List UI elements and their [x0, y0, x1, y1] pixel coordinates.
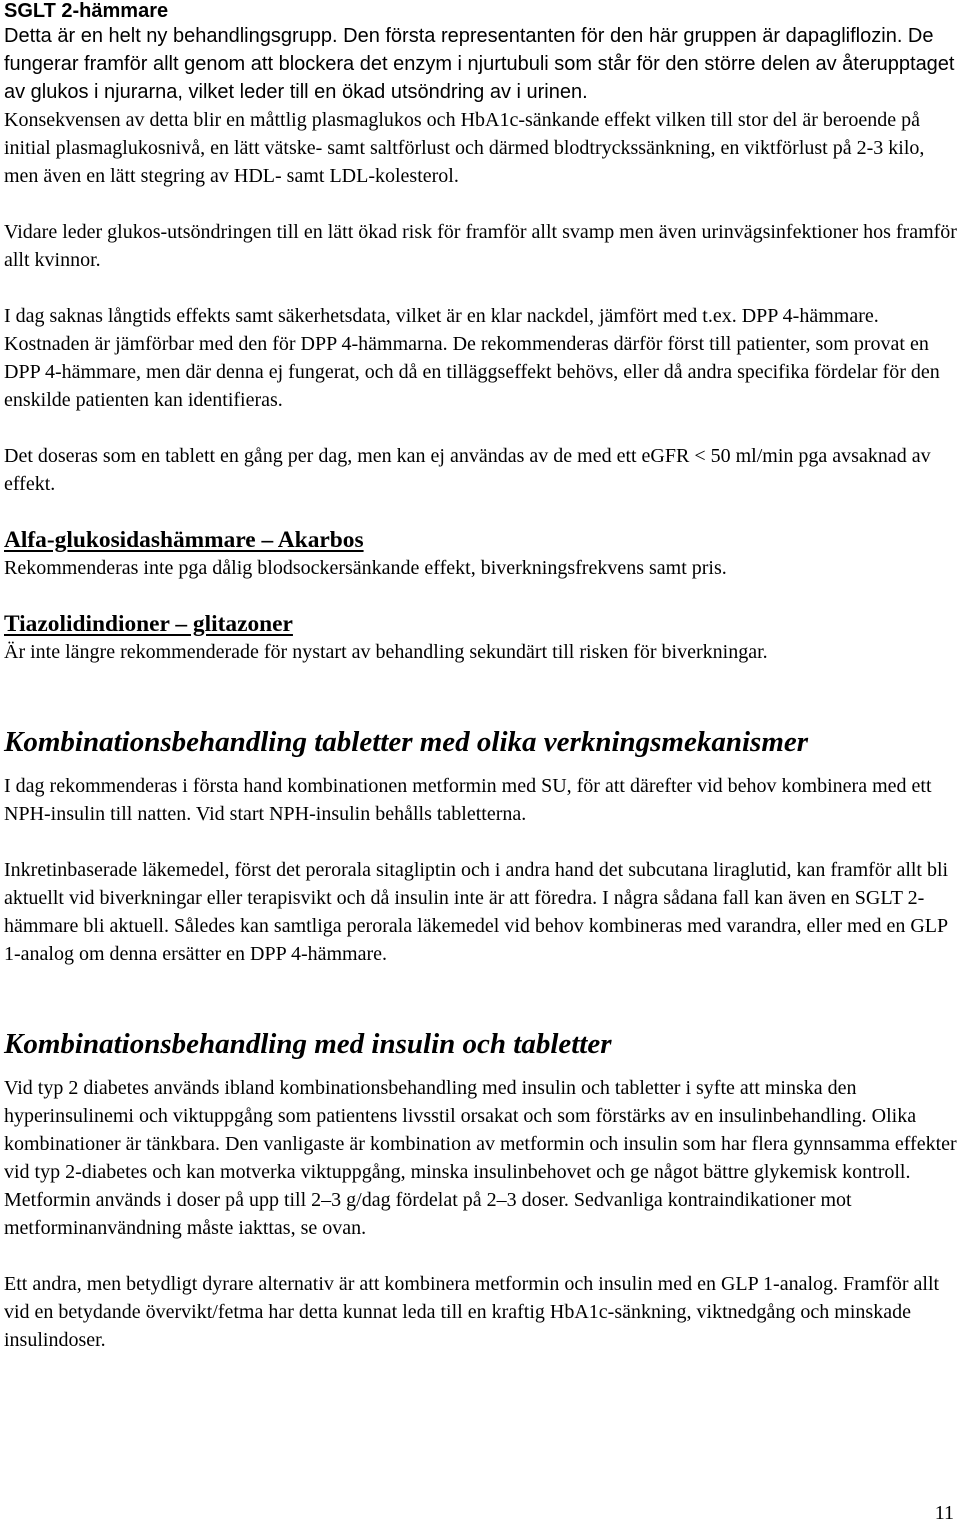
alfa-heading: Alfa-glukosidashämmare – Akarbos	[4, 527, 364, 553]
idag-paragraph: I dag saknas långtids effekts samt säkerhetsdata, vilket är en klar nackdel, jämfört med t.ex. DPP 4-hämmare. Kostnaden är jämförbar med den för DPP 4-hämmarna. De rekommenderas därför först till patienter, som provat en DPP 4-hämmare, men där denna ej fungerat, och då en tilläggseffekt behövs, eller då andra specifika fördelar för den enskilde patienten kan identifieras.	[4, 305, 940, 411]
tiazo-heading: Tiazolidindioner – glitazoner	[4, 611, 293, 637]
sglt-paragraph: Detta är en helt ny behandlingsgrupp. Den första representanten för den här gruppen är dapagliflozin. De fungerar framför allt genom att blockera det enzym i njurtubuli som står för den större delen av återupptaget av glukos i njurarna, vilket leder till en ökad utsöndring av i urinen.	[4, 25, 955, 103]
sglt-heading: SGLT 2-hämmare	[4, 0, 169, 22]
doseras-paragraph: Det doseras som en tablett en gång per dag, men kan ej användas av de med ett eGFR < 50 ml/min pga avsaknad av effekt.	[4, 445, 931, 495]
kombi-tabletter-title: Kombinationsbehandling tabletter med olika verkningsmekanismer	[4, 726, 809, 758]
document-page	[4, 0, 958, 1354]
kombi-tabletter-paragraph-1: I dag rekommenderas i första hand kombinationen metformin med SU, för att därefter vid behov kombinera med ett NPH-insulin till natten. Vid start NPH-insulin behålls tabletterna.	[4, 775, 932, 825]
kombi-insulin-paragraph-2: Ett andra, men betydligt dyrare alternativ är att kombinera metformin och insulin med en GLP 1-analog. Framför allt vid en betydande övervikt/fetma har detta kunnat leda till en kraftig HbA1c-sänkning, viktnedgång och minskade insulindoser.	[4, 1273, 940, 1351]
alfa-paragraph: Rekommenderas inte pga dålig blodsockersänkande effekt, biverkningsfrekvens samt pris.	[4, 557, 727, 579]
kombi-insulin-title: Kombinationsbehandling med insulin och tabletter	[4, 1028, 612, 1060]
konsekvens-paragraph: Konsekvensen av detta blir en måttlig plasmaglukos och HbA1c-sänkande effekt vilken till stor del är beroende på initial plasmaglukosnivå, en lätt vätske- samt saltförlust och därmed blodtryckssänkning, en viktförlust på 2-3 kilo, men även en lätt stegring av HDL- samt LDL-kolesterol.	[4, 109, 925, 187]
page-number: 11	[934, 1502, 954, 1524]
kombi-tabletter-paragraph-2: Inkretinbaserade läkemedel, först det perorala sitagliptin och i andra hand det subcutana liraglutid, kan framför allt bli aktuellt vid biverkningar eller terapisvikt och då insulin inte är att föredra. I några sådana fall kan även en SGLT 2-hämmare bli aktuell. Således kan samtliga perorala läkemedel vid behov kombineras med varandra, eller med en GLP 1-analog om denna ersätter en DPP 4-hämmare.	[4, 859, 949, 965]
tiazo-paragraph: Är inte längre rekommenderade för nystart av behandling sekundärt till risken för biverkningar.	[4, 641, 768, 663]
vidare-paragraph: Vidare leder glukos-utsöndringen till en lätt ökad risk för framför allt svamp men även urinvägsinfektioner hos framför allt kvinnor.	[4, 221, 957, 271]
kombi-insulin-paragraph-1: Vid typ 2 diabetes används ibland kombinationsbehandling med insulin och tabletter i syfte att minska den hyperinsulinemi och viktuppgång som patientens livsstil orsakat och som förstärks av en insulinbehandling. Olika kombinationer är tänkbara. Den vanligaste är kombination av metformin och insulin som har flera gynnsamma effekter vid typ 2-diabetes och kan motverka viktuppgång, minska insulinbehovet och ge något bättre glykemisk kontroll. Metformin används i doser på upp till 2–3 g/dag fördelat på 2–3 doser. Sedvanliga kontraindikationer mot metforminanvändning måste iakttas, se ovan.	[4, 1077, 957, 1239]
